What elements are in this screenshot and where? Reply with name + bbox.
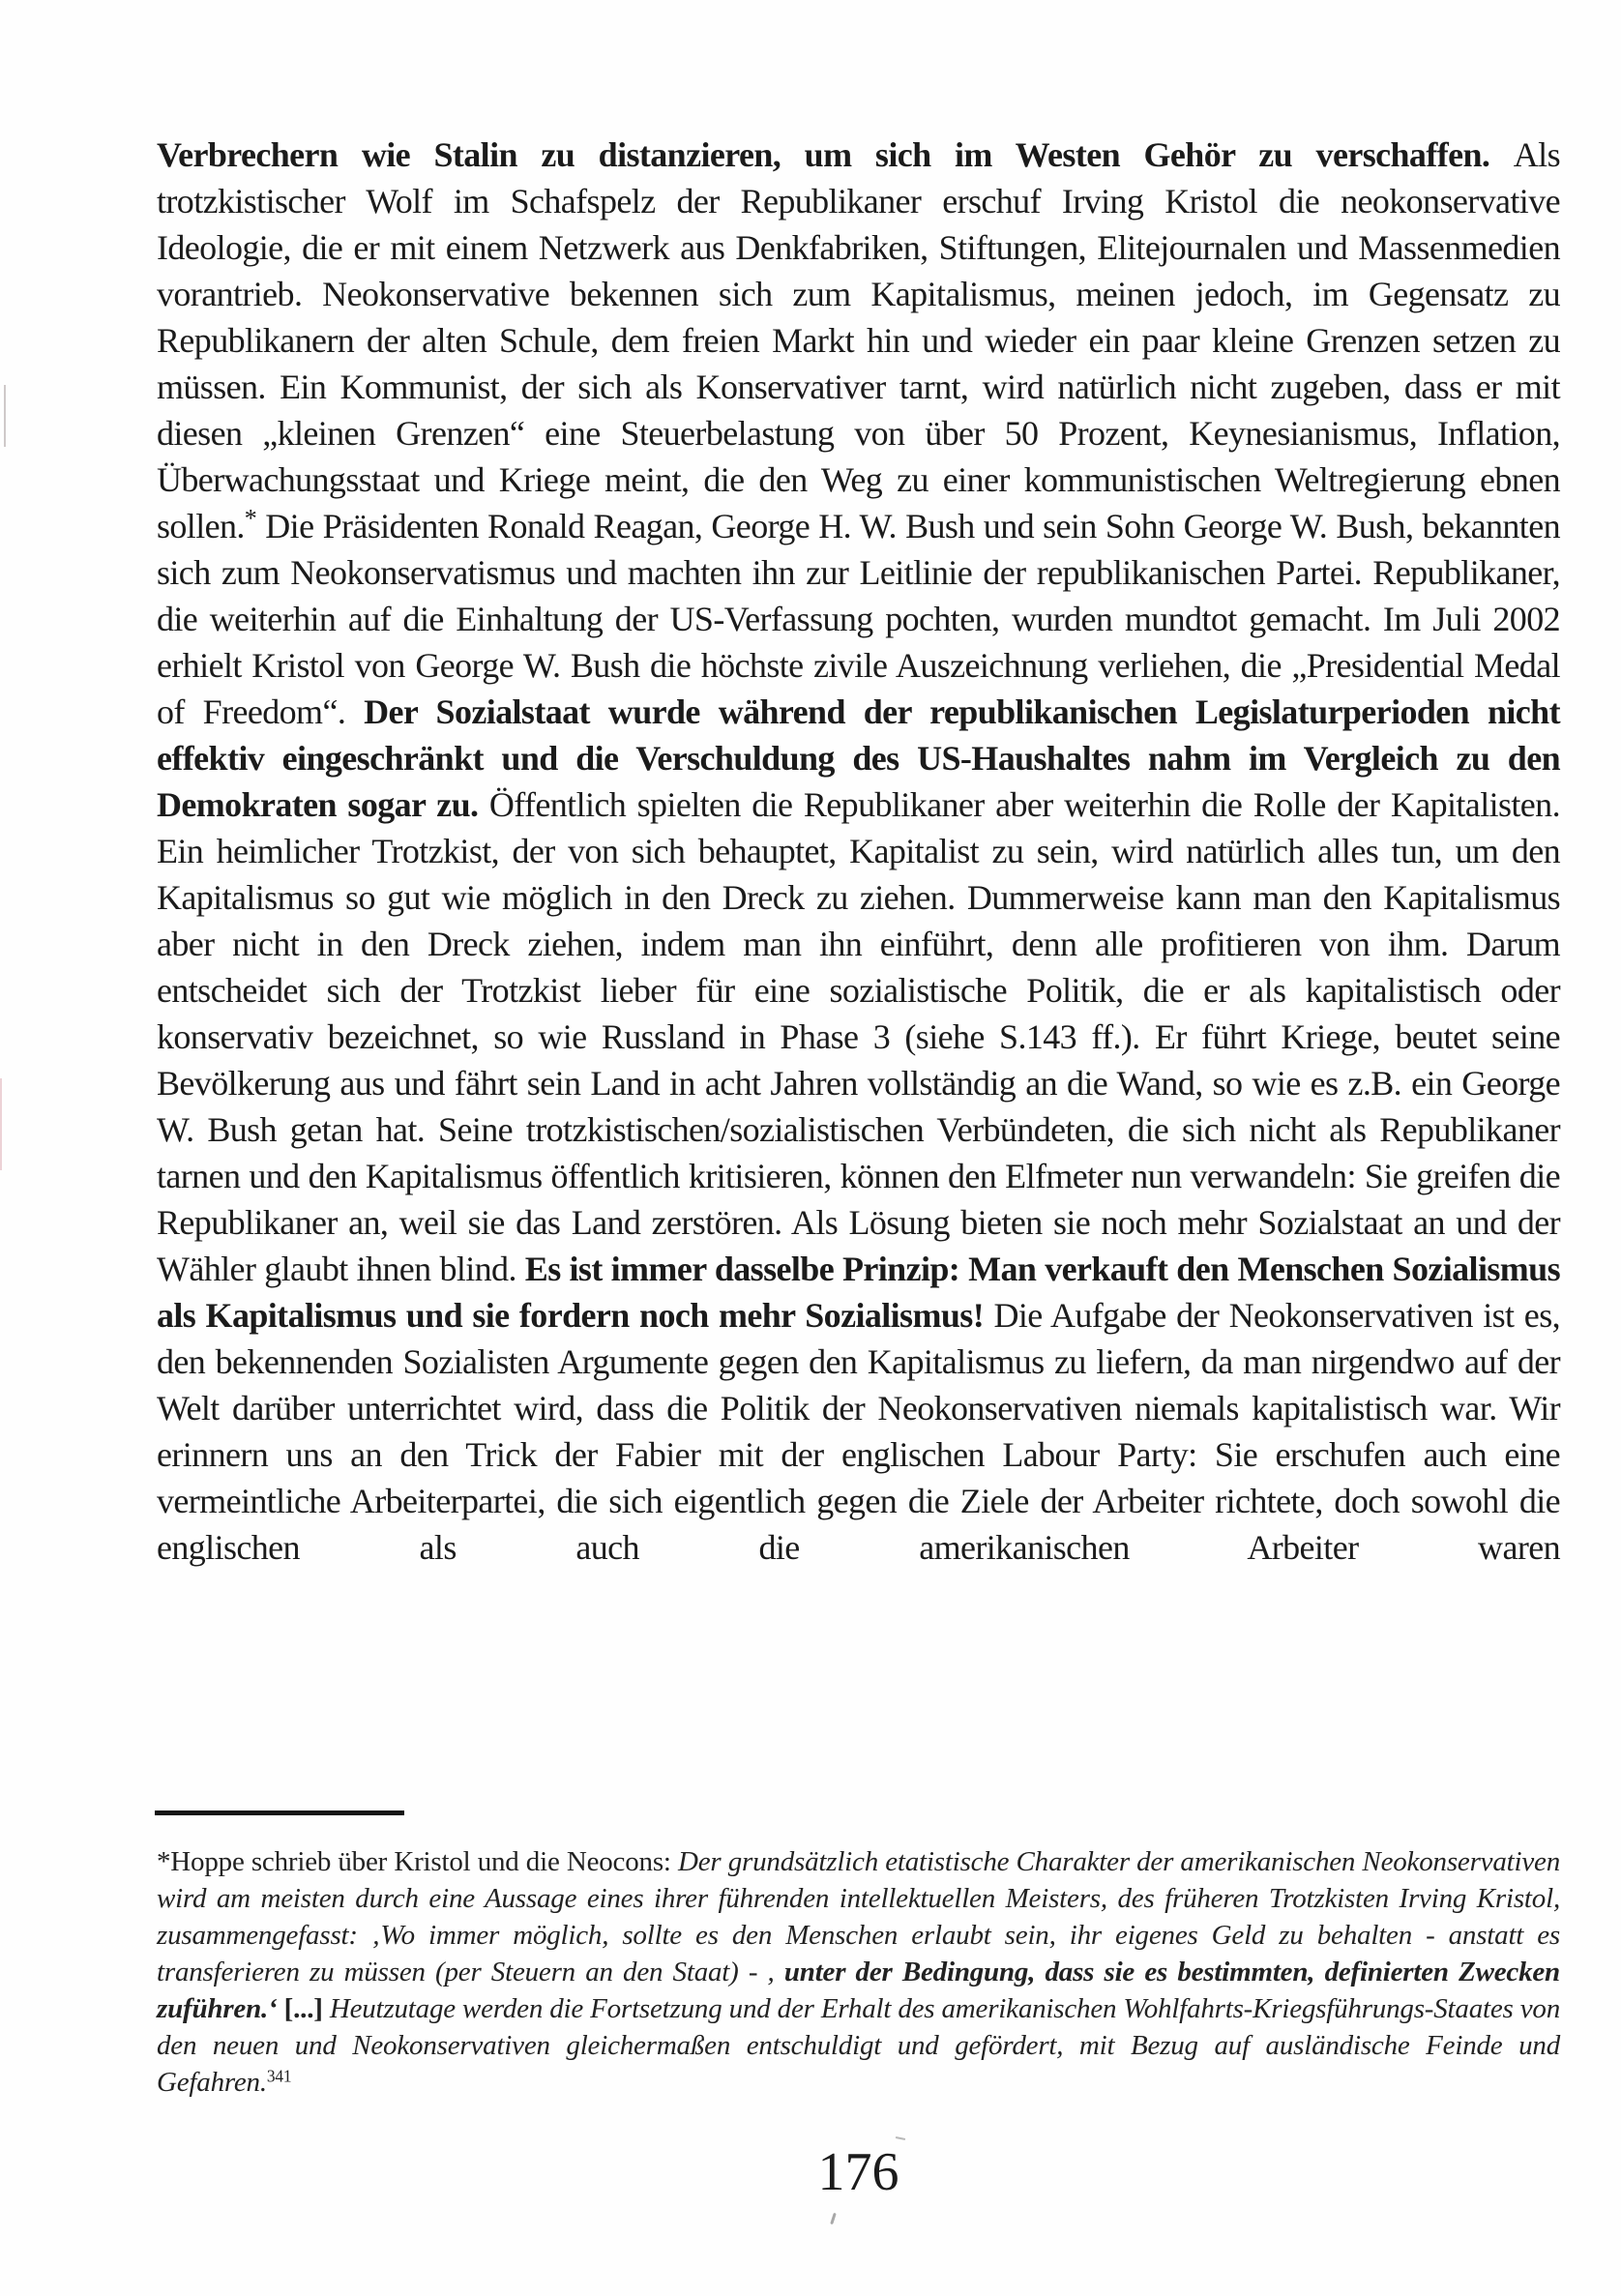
text-segment: 341: [266, 2066, 292, 2086]
text-segment: Die Aufgabe der Neokonservativen ist es, den bekennenden Sozialisten Argumente gegen den Kapitalismus zu liefern, da man nirgendwo auf der Welt darüber unterrichtet wird, dass die Politik der Neokonservativen niemals kapitalistisch war. Wir erinnern uns an den Trick der Fabier mit der englischen Labour Party: Sie erschufen auch eine vermeintliche Arbeiterpartei, die sich eigentlich gegen die Ziele der Arbeiter richtete, doch sowohl die englischen als auch die amerikanischen Arbeiter waren: [157, 1296, 1560, 1567]
body-paragraph: [157, 132, 1560, 1571]
text-segment: Es ist immer dasselbe Prinzip: Man verkauft den Menschen Sozialismus als Kapitalismus und sie fordern noch mehr Sozialismus!: [157, 1250, 1560, 1335]
page-number: 176: [817, 2142, 899, 2202]
text-segment: Öffentlich spielten die Republikaner aber weiterhin die Rolle der Kapitalisten. Ein heimlicher Trotzkist, der von sich behauptet, Kapitalist zu sein, wird natürlich alles tun, um den Kapitalismus so gut wie möglich in den Dreck zu ziehen. Dummerweise kann man den Kapitalismus aber nicht in den Dreck ziehen, indem man ihn einführt, denn alle profitieren von ihm. Darum entscheidet sich der Trotzkist lieber für eine sozialistische Politik, die er als kapitalistisch oder konservativ bezeichnet, so wie Russland in Phase 3 (siehe S.143 ff.). Er führt Kriege, beutet seine Bevölkerung aus und fährt sein Land in acht Jahren vollständig an die Wand, so wie es z.B. ein George W. Bush getan hat. Seine trotzkistischen/sozialistischen Verbündeten, die sich nicht als Republikaner tarnen und den Kapitalismus öffentlich kritisieren, können den Elfmeter nun verwandeln: Sie greifen die Republikaner an, weil sie das Land zerstören. Als Lösung bieten sie noch mehr Sozialstaat an und der Wähler glaubt ihnen blind.: [157, 785, 1560, 1288]
footnote-separator-rule: [155, 1810, 404, 1815]
text-segment: *Hoppe schrieb über Kristol und die Neocons:: [157, 1846, 678, 1877]
scan-artifact-tick-top: [896, 2136, 905, 2140]
text-segment: Verbrechern wie Stalin zu distanzieren, um sich im Westen Gehör zu verschaffen.: [157, 135, 1514, 174]
text-segment: Der Sozialstaat wurde während der republikanischen Legislaturperioden nicht effektiv eingeschränkt und die Verschuldung des US-Haushaltes nahm im Vergleich zu den Demokraten sogar zu.: [157, 692, 1560, 824]
scan-artifact-left-gray: [4, 385, 6, 447]
scan-artifact-tick-bottom: [830, 2213, 837, 2224]
text-segment: *: [244, 504, 257, 533]
text-segment: [...]: [283, 1993, 330, 2024]
text-segment: unter der Bedingung, dass sie es bestimmten, definierten Zwecken zuführen.‘: [157, 1957, 1560, 2024]
scan-artifact-left-pink: [0, 1078, 2, 1170]
text-segment: Die Präsidenten Ronald Reagan, George H. W. Bush und sein Sohn George W. Bush, bekannten sich zum Neokonservatismus und machten ihn zur Leitlinie der republikanischen Partei. Republikaner, die weiterhin auf die Einhaltung der US-Verfassung pochten, wurden mundtot gemacht. Im Juli 2002 erhielt Kristol von George W. Bush die höchste zivile Auszeichnung verliehen, die „Presidential Medal of Freedom“.: [157, 507, 1560, 731]
text-segment: Der grundsätzlich etatistische Charakter der amerikanischen Neokonservativen wird am meisten durch eine Aussage eines ihrer führenden intellektuellen Meisters, des früheren Trotzkisten Irving Kristol, zusammengefasst: ‚Wo immer möglich, sollte es den Menschen erlaubt sein, ihr eigenes Geld zu behalten - anstatt es transferieren zu müssen (per Steuern an den Staat) - ,: [157, 1846, 1560, 1987]
footnote-text: [157, 1843, 1560, 2101]
text-segment: Als trotzkistischer Wolf im Schafspelz der Republikaner erschuf Irving Kristol die neokonservative Ideologie, die er mit einem Netzwerk aus Denkfabriken, Stiftungen, Elitejournalen und Massenmedien vorantrieb. Neokonservative bekennen sich zum Kapitalismus, meinen jedoch, im Gegensatz zu Republikanern der alten Schule, dem freien Markt hin und wieder ein paar kleine Grenzen setzen zu müssen. Ein Kommunist, der sich als Konservativer tarnt, wird natürlich nicht zugeben, dass er mit diesen „kleinen Grenzen“ eine Steuerbelastung von über 50 Prozent, Keynesianismus, Inflation, Überwachungsstaat und Kriege meint, die den Weg zu einer kommunistischen Weltregierung ebnen sollen.: [157, 135, 1560, 545]
text-segment: Heutzutage werden die Fortsetzung und der Erhalt des amerikanischen Wohlfahrts-Kriegsführungs-Staates von den neuen und Neokonservativen gleichermaßen entschuldigt und gefördert, mit Bezug auf ausländische Feinde und Gefahren.: [157, 1993, 1560, 2098]
